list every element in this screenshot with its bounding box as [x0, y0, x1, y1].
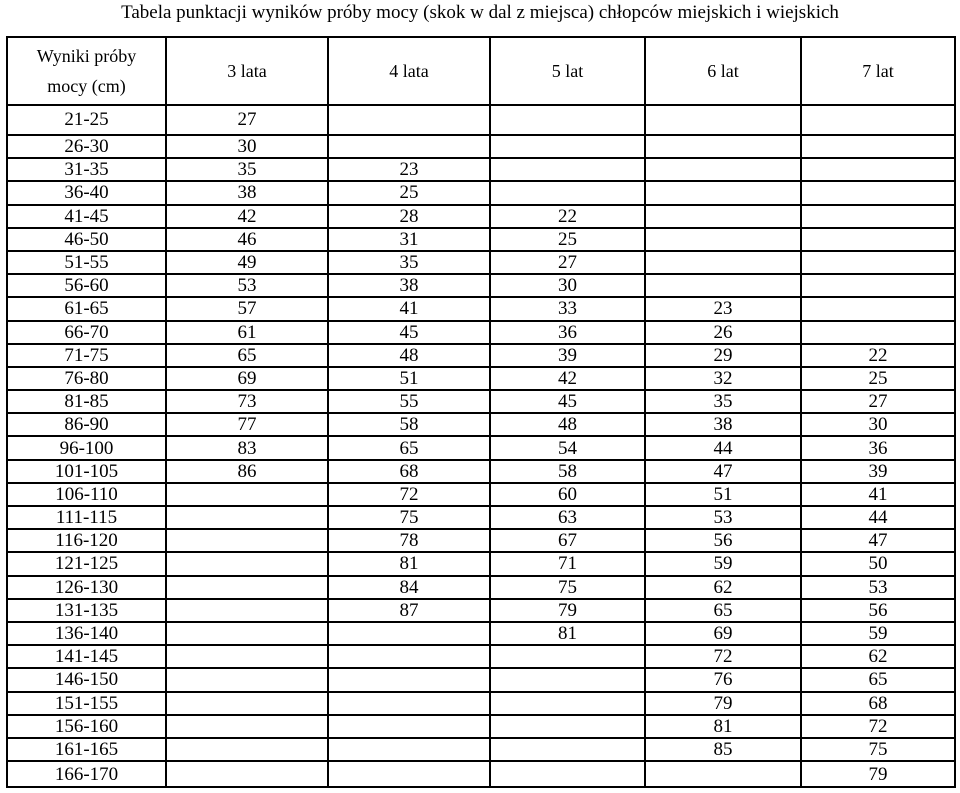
cell-points-age-6: 26	[645, 321, 801, 344]
cell-points-age-3	[166, 738, 328, 761]
cell-points-age-6: 85	[645, 738, 801, 761]
cell-points-age-5: 67	[490, 529, 645, 552]
cell-points-age-7	[801, 105, 955, 135]
cell-points-age-5	[490, 715, 645, 738]
cell-points-age-3: 42	[166, 205, 328, 228]
table-row	[7, 506, 955, 529]
cell-points-age-4: 78	[328, 529, 490, 552]
cell-points-age-6: 72	[645, 645, 801, 668]
cell-points-age-3: 57	[166, 297, 328, 320]
cell-points-age-6: 35	[645, 390, 801, 413]
cell-points-age-5	[490, 645, 645, 668]
cell-points-age-3: 49	[166, 251, 328, 274]
cell-points-age-3	[166, 715, 328, 738]
cell-points-age-6: 69	[645, 622, 801, 645]
cell-points-age-3: 27	[166, 105, 328, 135]
cell-points-age-3	[166, 483, 328, 506]
cell-points-age-6: 44	[645, 436, 801, 459]
cell-points-age-7: 44	[801, 506, 955, 529]
cell-result-range: 31-35	[7, 158, 166, 181]
cell-points-age-5: 25	[490, 228, 645, 251]
cell-points-age-3: 86	[166, 460, 328, 483]
cell-points-age-7: 50	[801, 552, 955, 575]
cell-result-range: 141-145	[7, 645, 166, 668]
cell-points-age-5: 58	[490, 460, 645, 483]
cell-points-age-4: 87	[328, 599, 490, 622]
table-row	[7, 668, 955, 691]
cell-points-age-4: 84	[328, 576, 490, 599]
cell-points-age-5: 39	[490, 344, 645, 367]
cell-result-range: 51-55	[7, 251, 166, 274]
cell-points-age-5	[490, 181, 645, 204]
cell-points-age-7	[801, 228, 955, 251]
cell-points-age-3: 38	[166, 181, 328, 204]
cell-points-age-6: 76	[645, 668, 801, 691]
cell-points-age-6: 79	[645, 692, 801, 715]
cell-points-age-3: 73	[166, 390, 328, 413]
cell-points-age-6: 81	[645, 715, 801, 738]
cell-points-age-3: 83	[166, 436, 328, 459]
cell-points-age-6	[645, 251, 801, 274]
cell-result-range: 76-80	[7, 367, 166, 390]
cell-points-age-7: 68	[801, 692, 955, 715]
table-row	[7, 321, 955, 344]
cell-points-age-5: 30	[490, 274, 645, 297]
cell-points-age-7: 62	[801, 645, 955, 668]
cell-points-age-5	[490, 668, 645, 691]
cell-points-age-7	[801, 158, 955, 181]
cell-points-age-4	[328, 715, 490, 738]
table-row	[7, 105, 955, 135]
cell-points-age-3	[166, 599, 328, 622]
table-row	[7, 645, 955, 668]
cell-points-age-3	[166, 576, 328, 599]
table-row	[7, 483, 955, 506]
header-result-line1: Wyniki próby	[36, 46, 137, 66]
cell-points-age-5: 71	[490, 552, 645, 575]
table-row	[7, 715, 955, 738]
cell-points-age-5: 75	[490, 576, 645, 599]
cell-points-age-3	[166, 529, 328, 552]
document-title: Tabela punktacji wyników próby mocy (skok w dal z miejsca) chłopców miejskich i wiejskich	[121, 2, 839, 23]
header-result-line2: mocy (cm)	[47, 76, 126, 96]
cell-points-age-6	[645, 228, 801, 251]
cell-points-age-4: 41	[328, 297, 490, 320]
cell-points-age-4: 68	[328, 460, 490, 483]
cell-points-age-5: 22	[490, 205, 645, 228]
cell-points-age-3: 77	[166, 413, 328, 436]
cell-result-range: 111-115	[7, 506, 166, 529]
cell-points-age-7: 39	[801, 460, 955, 483]
cell-points-age-6	[645, 105, 801, 135]
cell-points-age-7	[801, 274, 955, 297]
cell-points-age-6: 62	[645, 576, 801, 599]
cell-points-age-4: 75	[328, 506, 490, 529]
cell-points-age-6	[645, 158, 801, 181]
table-row	[7, 274, 955, 297]
cell-points-age-6: 23	[645, 297, 801, 320]
cell-result-range: 151-155	[7, 692, 166, 715]
cell-points-age-4	[328, 645, 490, 668]
cell-points-age-3	[166, 552, 328, 575]
cell-result-range: 56-60	[7, 274, 166, 297]
cell-points-age-7: 53	[801, 576, 955, 599]
cell-points-age-4	[328, 692, 490, 715]
cell-points-age-7: 30	[801, 413, 955, 436]
cell-points-age-5	[490, 135, 645, 158]
cell-points-age-6: 56	[645, 529, 801, 552]
table-row	[7, 367, 955, 390]
cell-points-age-6: 59	[645, 552, 801, 575]
cell-result-range: 36-40	[7, 181, 166, 204]
cell-points-age-6	[645, 274, 801, 297]
table-row	[7, 529, 955, 552]
cell-points-age-7	[801, 297, 955, 320]
table-row	[7, 460, 955, 483]
table-row	[7, 692, 955, 715]
table-row	[7, 413, 955, 436]
cell-result-range: 41-45	[7, 205, 166, 228]
cell-points-age-4	[328, 761, 490, 787]
cell-points-age-5	[490, 761, 645, 787]
table-row	[7, 344, 955, 367]
header-result-column	[7, 37, 166, 105]
table-row	[7, 738, 955, 761]
cell-points-age-5	[490, 738, 645, 761]
header-age-5: 5 lat	[490, 37, 645, 105]
cell-points-age-7: 25	[801, 367, 955, 390]
cell-points-age-6	[645, 205, 801, 228]
cell-result-range: 101-105	[7, 460, 166, 483]
cell-points-age-7	[801, 205, 955, 228]
table-row	[7, 436, 955, 459]
cell-points-age-6: 65	[645, 599, 801, 622]
table-row	[7, 251, 955, 274]
table-row	[7, 599, 955, 622]
cell-points-age-5	[490, 158, 645, 181]
cell-points-age-4: 45	[328, 321, 490, 344]
cell-points-age-6	[645, 135, 801, 158]
cell-result-range: 131-135	[7, 599, 166, 622]
table-row	[7, 761, 955, 787]
header-age-6: 6 lat	[645, 37, 801, 105]
cell-points-age-5: 27	[490, 251, 645, 274]
cell-points-age-5: 60	[490, 483, 645, 506]
header-age-4: 4 lata	[328, 37, 490, 105]
cell-points-age-5: 54	[490, 436, 645, 459]
cell-points-age-4: 28	[328, 205, 490, 228]
cell-points-age-3: 69	[166, 367, 328, 390]
header-age-7: 7 lat	[801, 37, 955, 105]
cell-points-age-7	[801, 251, 955, 274]
cell-points-age-7	[801, 135, 955, 158]
table-row	[7, 622, 955, 645]
cell-points-age-4: 48	[328, 344, 490, 367]
cell-points-age-4: 51	[328, 367, 490, 390]
cell-result-range: 116-120	[7, 529, 166, 552]
cell-points-age-3	[166, 506, 328, 529]
table-row	[7, 135, 955, 158]
cell-result-range: 106-110	[7, 483, 166, 506]
cell-points-age-5: 42	[490, 367, 645, 390]
header-row	[7, 37, 955, 105]
cell-points-age-7: 36	[801, 436, 955, 459]
table-row	[7, 228, 955, 251]
cell-points-age-6	[645, 761, 801, 787]
cell-points-age-4: 23	[328, 158, 490, 181]
cell-points-age-3	[166, 761, 328, 787]
cell-result-range: 46-50	[7, 228, 166, 251]
cell-points-age-7: 65	[801, 668, 955, 691]
cell-result-range: 161-165	[7, 738, 166, 761]
table-row	[7, 205, 955, 228]
table-row	[7, 181, 955, 204]
cell-result-range: 81-85	[7, 390, 166, 413]
table-header	[7, 37, 955, 105]
cell-points-age-5: 33	[490, 297, 645, 320]
table-body	[7, 105, 955, 787]
cell-points-age-5: 63	[490, 506, 645, 529]
cell-points-age-4	[328, 105, 490, 135]
cell-points-age-7: 75	[801, 738, 955, 761]
cell-result-range: 156-160	[7, 715, 166, 738]
cell-points-age-4	[328, 135, 490, 158]
cell-points-age-5: 79	[490, 599, 645, 622]
cell-points-age-4: 65	[328, 436, 490, 459]
cell-points-age-3	[166, 622, 328, 645]
cell-points-age-3: 46	[166, 228, 328, 251]
cell-points-age-5: 45	[490, 390, 645, 413]
cell-points-age-5: 36	[490, 321, 645, 344]
cell-points-age-6: 53	[645, 506, 801, 529]
cell-points-age-4: 25	[328, 181, 490, 204]
table-row	[7, 390, 955, 413]
cell-points-age-5	[490, 105, 645, 135]
cell-points-age-4: 72	[328, 483, 490, 506]
cell-result-range: 26-30	[7, 135, 166, 158]
cell-points-age-7: 56	[801, 599, 955, 622]
cell-points-age-7: 27	[801, 390, 955, 413]
cell-points-age-4: 35	[328, 251, 490, 274]
cell-points-age-6: 47	[645, 460, 801, 483]
cell-points-age-4: 58	[328, 413, 490, 436]
cell-result-range: 126-130	[7, 576, 166, 599]
cell-points-age-4: 55	[328, 390, 490, 413]
cell-result-range: 136-140	[7, 622, 166, 645]
cell-points-age-7: 47	[801, 529, 955, 552]
cell-points-age-3: 61	[166, 321, 328, 344]
cell-result-range: 121-125	[7, 552, 166, 575]
cell-points-age-7	[801, 181, 955, 204]
cell-result-range: 86-90	[7, 413, 166, 436]
cell-points-age-7: 79	[801, 761, 955, 787]
cell-result-range: 66-70	[7, 321, 166, 344]
cell-points-age-5: 48	[490, 413, 645, 436]
header-age-3: 3 lata	[166, 37, 328, 105]
cell-points-age-7: 72	[801, 715, 955, 738]
cell-points-age-6: 32	[645, 367, 801, 390]
cell-result-range: 61-65	[7, 297, 166, 320]
cell-points-age-7: 59	[801, 622, 955, 645]
cell-points-age-7: 41	[801, 483, 955, 506]
cell-points-age-4	[328, 738, 490, 761]
table-row	[7, 552, 955, 575]
cell-points-age-7: 22	[801, 344, 955, 367]
cell-points-age-3	[166, 668, 328, 691]
cell-points-age-6	[645, 181, 801, 204]
cell-points-age-3	[166, 645, 328, 668]
cell-points-age-6: 29	[645, 344, 801, 367]
cell-points-age-4	[328, 668, 490, 691]
table-row	[7, 576, 955, 599]
table-row	[7, 158, 955, 181]
score-table	[6, 36, 956, 788]
cell-points-age-3: 35	[166, 158, 328, 181]
cell-points-age-6: 51	[645, 483, 801, 506]
cell-points-age-6: 38	[645, 413, 801, 436]
cell-result-range: 146-150	[7, 668, 166, 691]
cell-points-age-4	[328, 622, 490, 645]
cell-points-age-3: 30	[166, 135, 328, 158]
cell-points-age-5: 81	[490, 622, 645, 645]
cell-points-age-4: 81	[328, 552, 490, 575]
cell-points-age-5	[490, 692, 645, 715]
table-row	[7, 297, 955, 320]
cell-points-age-7	[801, 321, 955, 344]
cell-points-age-4: 31	[328, 228, 490, 251]
cell-result-range: 96-100	[7, 436, 166, 459]
cell-points-age-3: 65	[166, 344, 328, 367]
cell-result-range: 71-75	[7, 344, 166, 367]
cell-points-age-3: 53	[166, 274, 328, 297]
cell-result-range: 166-170	[7, 761, 166, 787]
cell-points-age-4: 38	[328, 274, 490, 297]
cell-result-range: 21-25	[7, 105, 166, 135]
cell-points-age-3	[166, 692, 328, 715]
